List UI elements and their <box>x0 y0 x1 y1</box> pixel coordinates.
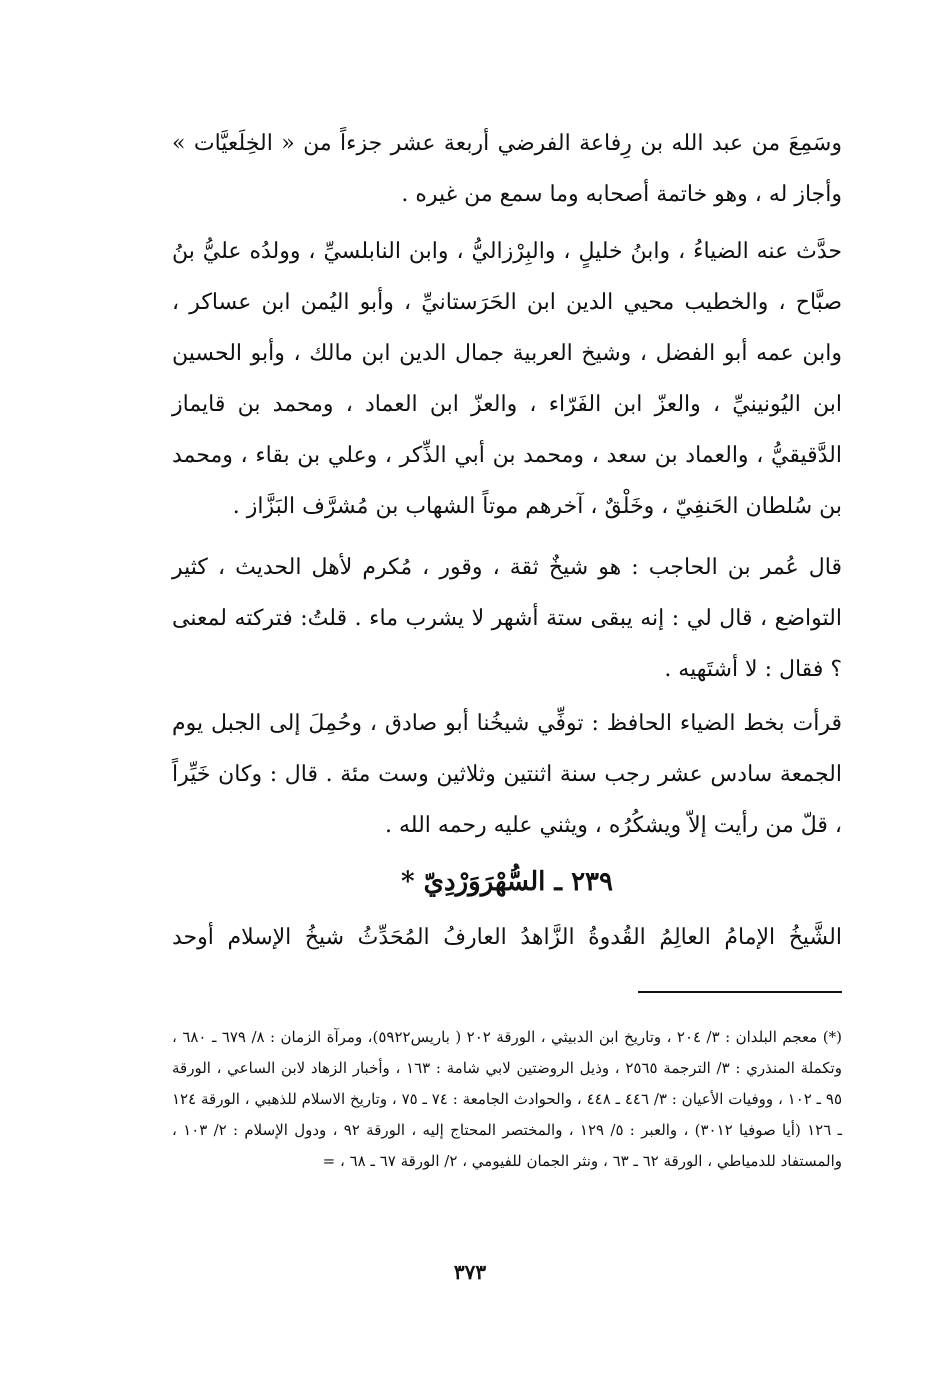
footnote-divider <box>638 991 842 993</box>
entry-opening-line: الشَّيخُ الإمامُ العالِمُ القُدوةُ الزَّاهدُ العارفُ المُحَدِّثُ شيخُ الإسلام أوحد <box>172 925 842 950</box>
paragraph-2: حدَّث عنه الضياءُ ، وابنُ خليلٍ ، والبِرْزاليُّ ، وابن النابلسيِّ ، وولدُه عليُّ بنُ صبَّاح ، والخطيب محيي الدين ابن الحَرَستانيِّ ، وأبو اليُمن ابن عساكر ، وابن عمه أبو الفضل ، وشيخ العربية جمال الدين ابن مالك ، وأبو الحسين ابن اليُونينيِّ ، والعزّ ابن الفَرّاء ، والعزّ ابن العماد ، ومحمد بن قايماز الدَّقيقيُّ ، والعماد بن سعد ، ومحمد بن أبي الذِّكر ، وعلي بن بقاء ، ومحمد بن سُلطان الحَنفِيّ ، وخَلْقٌ ، آخرهم موتاً الشهاب بن مُشرَّف البَزَّاز . <box>172 239 842 519</box>
paragraph-1: وسَمِعَ من عبد الله بن رِفاعة الفرضي أربعة عشر جزءاً من « الخِلَعيَّات » وأجاز له ، وهو خاتمة أصحابه وما سمع من غيره . <box>172 131 842 207</box>
page-number: ٣٧٣ <box>453 1260 487 1284</box>
entry-heading: ٢٣٩ ـ السُّهْرَوَرْدِيّ * <box>401 867 613 897</box>
paragraph-3: قال عُمر بن الحاجب : هو شيخٌ ثقة ، وقور ، مُكرم لأهل الحديث ، كثير التواضع ، قال لي : إنه يبقى ستة أشهر لا يشرب ماء . قلتُ: فتركته لمعنى ؟ فقال : لا أشتَهيه . <box>172 555 842 682</box>
footnote-text: (*) معجم البلدان : ٣/ ٢٠٤ ، وتاريخ ابن الدبيثي ، الورقة ٢٠٢ ( باريس٥٩٢٢)، ومرآة الزمان : ٨/ ٦٧٩ ـ ٦٨٠ ، وتكملة المنذري : ٣/ الترجمة ٢٥٦٥ ، وذيل الروضتين لابي شامة : ١٦٣ ، وأخبار الزهاد لابن الساعي ، الورقة ٩٥ ـ ١٠٢ ، ووفيات الأعيان : ٣/ ٤٤٦ ـ ٤٤٨ ، والحوادث الجامعة : ٧٤ ـ ٧٥ ، وتاريخ الاسلام للذهبي ، الورقة ١٢٤ ـ ١٢٦ (أيا صوفيا ٣٠١٢) ، والعبر : ٥/ ١٢٩ ، والمختصر المحتاج إليه ، الورقة ٩٢ ، ودول الإسلام : ٢/ ١٠٣ ، والمستفاد للدمياطي ، الورقة ٦٢ ـ ٦٣ ، ونثر الجمان للفيومي ، ٢/ الورقة ٦٧ ـ ٦٨ ، = <box>172 1028 843 1170</box>
paragraph-4: قرأت بخط الضياء الحافظ : توفِّي شيخُنا أبو صادق ، وحُمِلَ إلى الجبل يوم الجمعة سادس عشر رجب سنة اثنتين وثلاثين وست مئة . قال : وكان خَيِّراً ، قلّ من رأيت إلاّ ويشكُرُه ، ويثني عليه رحمه الله . <box>172 711 842 838</box>
